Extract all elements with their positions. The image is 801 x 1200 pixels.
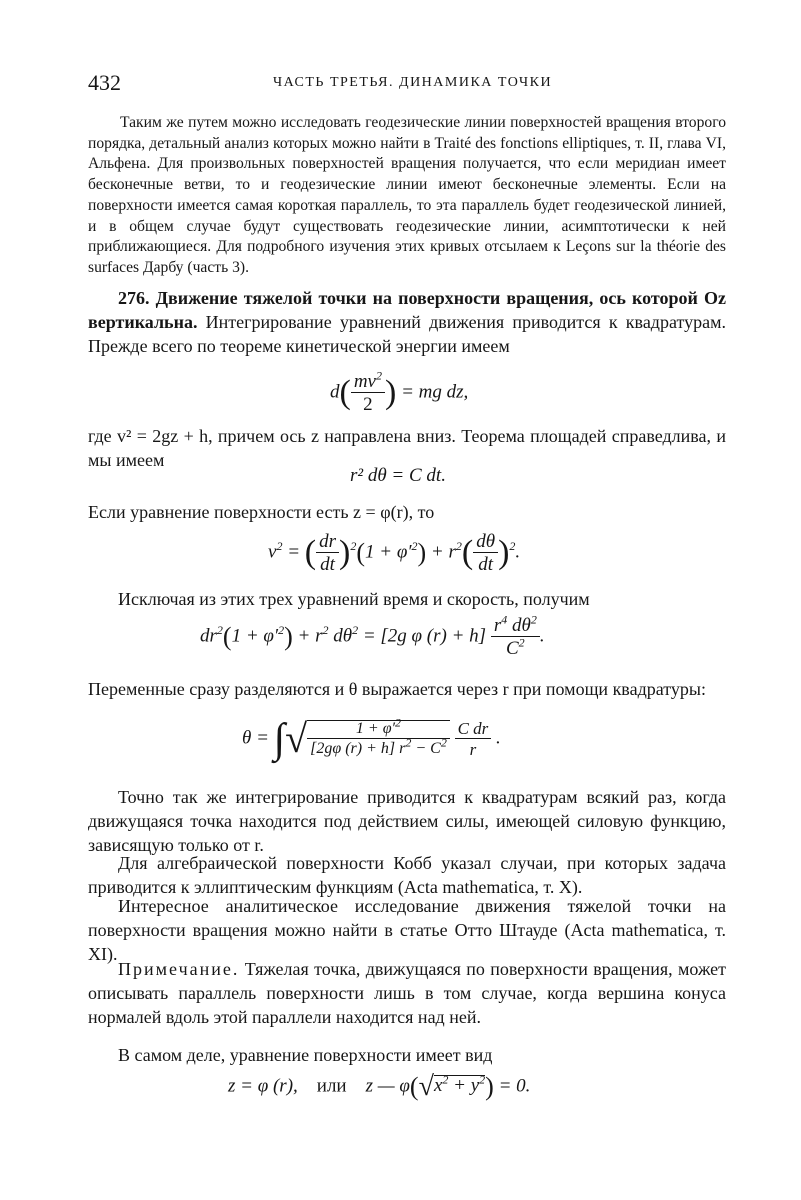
- or-word: или: [316, 1075, 347, 1097]
- text-if-surface: Если уравнение поверхности есть z = φ(r), то: [88, 502, 435, 522]
- note-text: Тяжелая точка, движущаяся по поверхности вращения, может описывать параллель поверхности лишь в том случае, когда вершина конуса нормалей вдоль этой параллели находится над ней.: [88, 959, 726, 1027]
- text-indeed: В самом деле, уравнение поверхности имеет вид: [118, 1045, 493, 1065]
- running-head: ЧАСТЬ ТРЕТЬЯ. ДИНАМИКА ТОЧКИ: [273, 75, 553, 90]
- note-paragraph: [88, 957, 726, 1029]
- section-lead: Интегрирование уравнений движения приводится к квадратурам. Прежде всего по теореме кинетической энергии имеем: [88, 312, 726, 356]
- text-staude: Интересное аналитическое исследование движения тяжелой точки на поверхности вращения можно найти в статье Отто Штауде (Acta mathematica, т. XI).: [88, 896, 726, 964]
- page-header: [88, 70, 728, 100]
- formula-quadrature: θ = ∫√ $\frac{1 + \varphi'^2}{[2g\varphi (r) + h] r^2 - C^2}$ $\frac{\text{C dr}}{r}$ .: [242, 715, 501, 762]
- note-label: Примечание.: [118, 959, 240, 979]
- section-number: 276.: [118, 288, 150, 308]
- formula-areas: r² dθ = C dt.: [350, 465, 446, 486]
- text-exactly: Точно так же интегрирование приводится к квадратурам всякий раз, когда движущаяся точка находится под действием силы, имеющей силовую функцию, зависящую только от r.: [88, 787, 726, 855]
- formula-eliminated: $dr^2(1 + \varphi'^2) + r^2$ $d\theta^2 = [2g$ φ (r) + h] $\frac{r^4 d\theta^2}{C^2}$ .: [200, 612, 545, 659]
- text-kobb: Для алгебраической поверхности Кобб указал случаи, при которых задача приводится к эллиптическим функциям (Acta mathematica, т. X).: [88, 853, 726, 897]
- intro-paragraph: Таким же путем можно исследовать геодезические линии поверхностей вращения второго порядка, детальный анализ которых можно найти в Traité des fonctions elliptiques, т. II, глава VI, Альфена. Для произвольных поверхностей вращения получается, что если меридиан имеет бесконечные ветви, то и геодезические линии имеют бесконечные элементы. Если на поверхности имеется самая короткая параллель, то эта параллель будет геодезической линией, и в общем случае будут существовать геодезические линии, асимптотически к ней приближающиеся. Для подробного изучения этих кривых отсылаем к Leçons sur la théorie des surfaces Дарбу (часть 3).: [88, 114, 726, 276]
- formula-surface: z = φ (r), или z — $\varphi(√x^2 + y^2) = 0$.: [228, 1071, 531, 1102]
- text-eliminating: Исключая из этих трех уравнений время и скорость, получим: [118, 589, 590, 609]
- text-where-v2: где v² = 2gz + h, причем ось z направлена вниз. Теорема площадей справедлива, и мы имеем: [88, 426, 726, 470]
- formula-energy: d( $\frac{mv^2}{2}$ ) = mg dz,: [330, 368, 469, 415]
- section-276-paragraph: [88, 286, 726, 358]
- formula-velocity: $v^2$ = ( $\frac{dr}{dt}$ )$^2(1 + \varphi'^2) + r^2$( $\frac{d\theta}{dt}$ )$^2$.: [268, 531, 521, 575]
- page-number: 432: [88, 70, 121, 95]
- text-variables: Переменные сразу разделяются и θ выражается через r при помощи квадратуры:: [88, 679, 706, 699]
- section-heading: Движение тяжелой точки на поверхности вращения, ось которой Oz вертикальна.: [88, 288, 726, 332]
